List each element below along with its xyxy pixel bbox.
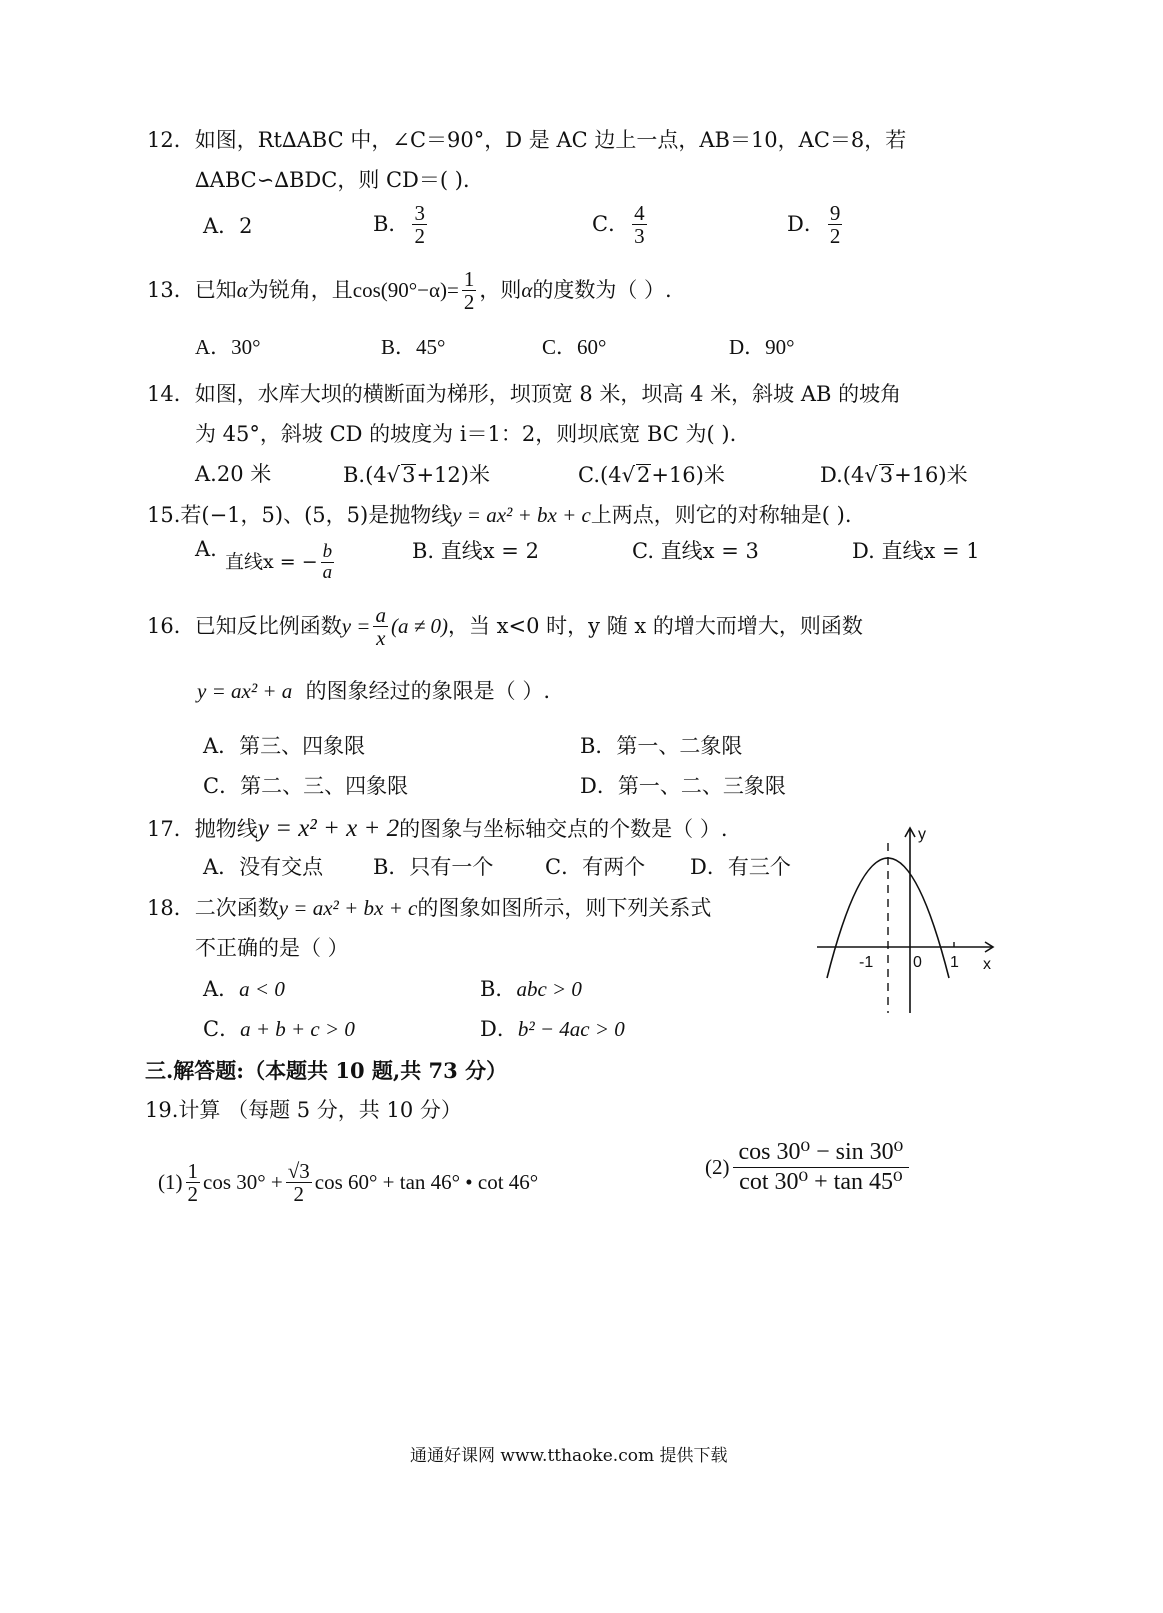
q15-stem	[147, 505, 852, 526]
q19-part1-label: (1)	[158, 1170, 183, 1195]
q18-line2: 不正确的是（ ）	[195, 936, 349, 960]
q18-option-c-expr: a + b + c > 0	[240, 1017, 355, 1041]
q16-condition: (a ≠ 0)	[390, 614, 448, 639]
graph-x-label: x	[983, 956, 991, 973]
q18-option-b	[480, 979, 582, 1000]
q18-option-d-expr: b² − 4ac > 0	[517, 1017, 625, 1041]
q15-option-a-fraction	[321, 542, 335, 583]
q14-option-d-prefix: D.(4	[820, 463, 865, 487]
q14-option-d-radical-sign: √	[864, 463, 878, 487]
q17-prefix: 17．抛物线	[147, 817, 258, 841]
q14-option-b-prefix: B.(4	[343, 463, 387, 487]
graph-tick-1-label: 1	[950, 954, 959, 971]
q19-part1	[158, 1160, 538, 1205]
q19-part2-fraction	[733, 1140, 910, 1195]
q13-option-c: C．60°	[542, 335, 607, 359]
q14-option-b-radicand: 3	[402, 463, 416, 487]
q12-option-d	[787, 202, 845, 247]
q19-part1-fraction2	[286, 1160, 312, 1205]
q17-option-c: C．有两个	[545, 855, 646, 879]
q19-part1-fraction2-numerator: √3	[287, 1159, 310, 1183]
q15-option-c: C. 直线x = 3	[632, 539, 759, 563]
q15-option-a-numerator: b	[322, 541, 333, 562]
q13-option-a: A．30°	[195, 335, 261, 359]
q12-option-c-denominator: 3	[634, 224, 645, 249]
q13-fraction	[462, 268, 477, 313]
graph-tick-0-label: 0	[913, 954, 922, 971]
q13-mid1: 为锐角，且	[247, 278, 353, 303]
q12-option-d-fraction	[828, 202, 843, 247]
graph-y-label: y	[918, 826, 926, 843]
q16-numerator: a	[375, 603, 386, 627]
q19-part2-denominator: cot 30⁰ + tan 45⁰	[739, 1169, 903, 1196]
q13-option-b: B．45°	[381, 335, 446, 359]
q18-prefix: 18．二次函数	[147, 896, 279, 920]
q15-option-a-denominator: a	[322, 561, 333, 583]
q12-option-c-label: C．	[592, 212, 630, 237]
q12-option-b-denominator: 2	[414, 224, 425, 249]
q14-option-b-radical-sign: √	[386, 463, 401, 487]
q12-option-b	[373, 202, 430, 247]
q15-option-a-label: A.	[195, 537, 217, 561]
q17-equation: y = x² + x + 2	[257, 815, 400, 842]
q13-prefix: 13．已知	[147, 278, 237, 303]
section3-title: 三.解答题:（本题共 10 题,共 73 分）	[145, 1058, 508, 1083]
q19-part1-fraction1-numerator: 1	[187, 1159, 198, 1183]
q14-option-a: A.20 米	[195, 462, 272, 486]
q19-part1-fraction1-denominator: 2	[187, 1182, 198, 1207]
q16-line2-equation: y = ax² + a	[197, 679, 293, 703]
q18-option-c	[203, 1019, 355, 1040]
q14-option-b-postfix: +12)米	[416, 463, 490, 487]
q12-line1: 12．如图，Rt∆ABC 中，∠C＝90°，D 是 AC 边上一点，AB＝10，AC＝8，若	[147, 128, 907, 152]
q17-postfix: 的图象与坐标轴交点的个数是（ ）.	[399, 817, 728, 841]
q19-part2-label: (2)	[705, 1155, 730, 1180]
q12-option-c-numerator: 4	[634, 201, 645, 225]
q15-option-a	[225, 542, 337, 583]
q19-part2-numerator: cos 30⁰ − sin 30⁰	[733, 1140, 910, 1168]
q16-option-d: D．第一、二、三象限	[580, 774, 786, 798]
q13-alpha-2: α	[521, 278, 533, 303]
q18-option-a-label: A．	[203, 977, 240, 1001]
q13-denominator: 2	[463, 290, 475, 315]
q13-option-d: D．90°	[729, 335, 795, 359]
q18-option-c-label: C．	[203, 1017, 241, 1041]
q13-mid2: ，则	[479, 278, 522, 303]
q18-stem	[147, 898, 711, 919]
q16-line2-text: 的图象经过的象限是（ ）.	[305, 679, 550, 703]
q16-stem	[147, 604, 863, 649]
q13-stem	[147, 268, 672, 313]
q16-option-c: C．第二、三、四象限	[203, 774, 409, 798]
q17-option-a: A．没有交点	[203, 855, 324, 879]
q12-option-c	[592, 202, 650, 247]
q15-option-a-text: 直线x = −	[225, 550, 318, 573]
q18-option-a-expr: a < 0	[239, 977, 285, 1001]
q14-line1: 14．如图，水库大坝的横断面为梯形，坝顶宽 8 米，坝高 4 米，斜坡 AB 的坡角	[147, 382, 902, 406]
q14-line2: 为 45°，斜坡 CD 的坡度为 i＝1：2，则坝底宽 BC 为( ).	[195, 422, 737, 446]
q12-option-a: A．2	[203, 214, 253, 238]
q16-option-b: B．第一、二象限	[580, 734, 743, 758]
q15-option-b: B. 直线x = 2	[412, 539, 539, 563]
q18-option-d	[480, 1019, 625, 1040]
q12-option-b-numerator: 3	[414, 201, 425, 225]
q18-option-b-expr: abc > 0	[516, 977, 582, 1001]
parabola-graph	[815, 823, 1000, 1018]
q13-alpha: α	[236, 278, 248, 303]
q14-option-d	[820, 464, 968, 486]
q12-option-d-label: D．	[787, 212, 825, 237]
q12-option-b-label: B．	[373, 212, 410, 237]
q18-option-a	[203, 979, 285, 1000]
q17-option-b: B．只有一个	[373, 855, 494, 879]
q19-part1-term1: cos 30° +	[203, 1170, 283, 1195]
q12-option-b-fraction	[412, 202, 427, 247]
q16-denominator: x	[376, 626, 386, 651]
q18-option-b-label: B．	[480, 977, 517, 1001]
q12-option-d-denominator: 2	[829, 224, 841, 249]
q14-option-d-postfix: +16)米	[894, 463, 968, 487]
q14-option-c	[578, 464, 725, 486]
q12-line2: ∆ABC∽∆BDC，则 CD＝( )．	[195, 168, 484, 192]
q14-option-c-radicand: 2	[636, 463, 651, 487]
q15-equation: y = ax² + bx + c	[452, 503, 591, 527]
q16-y-equals: y =	[341, 614, 371, 639]
q14-option-c-prefix: C.(4	[578, 463, 622, 487]
q13-postfix: 的度数为（ ）.	[532, 278, 672, 303]
q19-part2	[705, 1140, 912, 1195]
q16-fraction	[373, 604, 388, 649]
q15-option-d: D. 直线x = 1	[852, 539, 980, 563]
q16-line2	[197, 681, 550, 702]
q13-cos-expression: cos(90°−α)=	[352, 278, 459, 303]
q15-prefix: 15.若(−1，5)、(5，5)是抛物线	[147, 503, 453, 527]
q12-option-c-fraction	[632, 202, 647, 247]
q17-option-d: D．有三个	[690, 855, 791, 879]
q14-option-c-postfix: +16)米	[651, 463, 725, 487]
q18-postfix: 的图象如图所示，则下列关系式	[417, 896, 712, 920]
q19-title: 19.计算 （每题 5 分，共 10 分）	[145, 1098, 462, 1122]
graph-tick-neg1-label: -1	[859, 954, 874, 971]
q14-option-c-radical-sign: √	[621, 463, 635, 487]
page-footer: 通通好课网 www.tthaoke.com 提供下载	[410, 1446, 728, 1466]
q19-part1-fraction2-denominator: 2	[293, 1182, 304, 1207]
q18-option-d-label: D．	[480, 1017, 518, 1041]
q17-stem	[147, 816, 728, 841]
q16-prefix: 16．已知反比例函数	[147, 614, 342, 639]
q18-equation: y = ax² + bx + c	[278, 896, 418, 920]
q15-postfix: 上两点，则它的对称轴是( ).	[590, 503, 852, 527]
q14-option-d-radicand: 3	[879, 463, 894, 487]
q19-part1-fraction1	[186, 1160, 201, 1205]
q16-postfix: ，当 x<0 时，y 随 x 的增大而增大，则函数	[448, 614, 863, 639]
q13-numerator: 1	[463, 267, 475, 291]
q19-part1-term2: cos 60° + tan 46° • cot 46°	[314, 1170, 539, 1195]
q12-option-d-numerator: 9	[829, 201, 841, 225]
q14-option-b	[343, 464, 490, 486]
q16-option-a: A．第三、四象限	[203, 734, 366, 758]
